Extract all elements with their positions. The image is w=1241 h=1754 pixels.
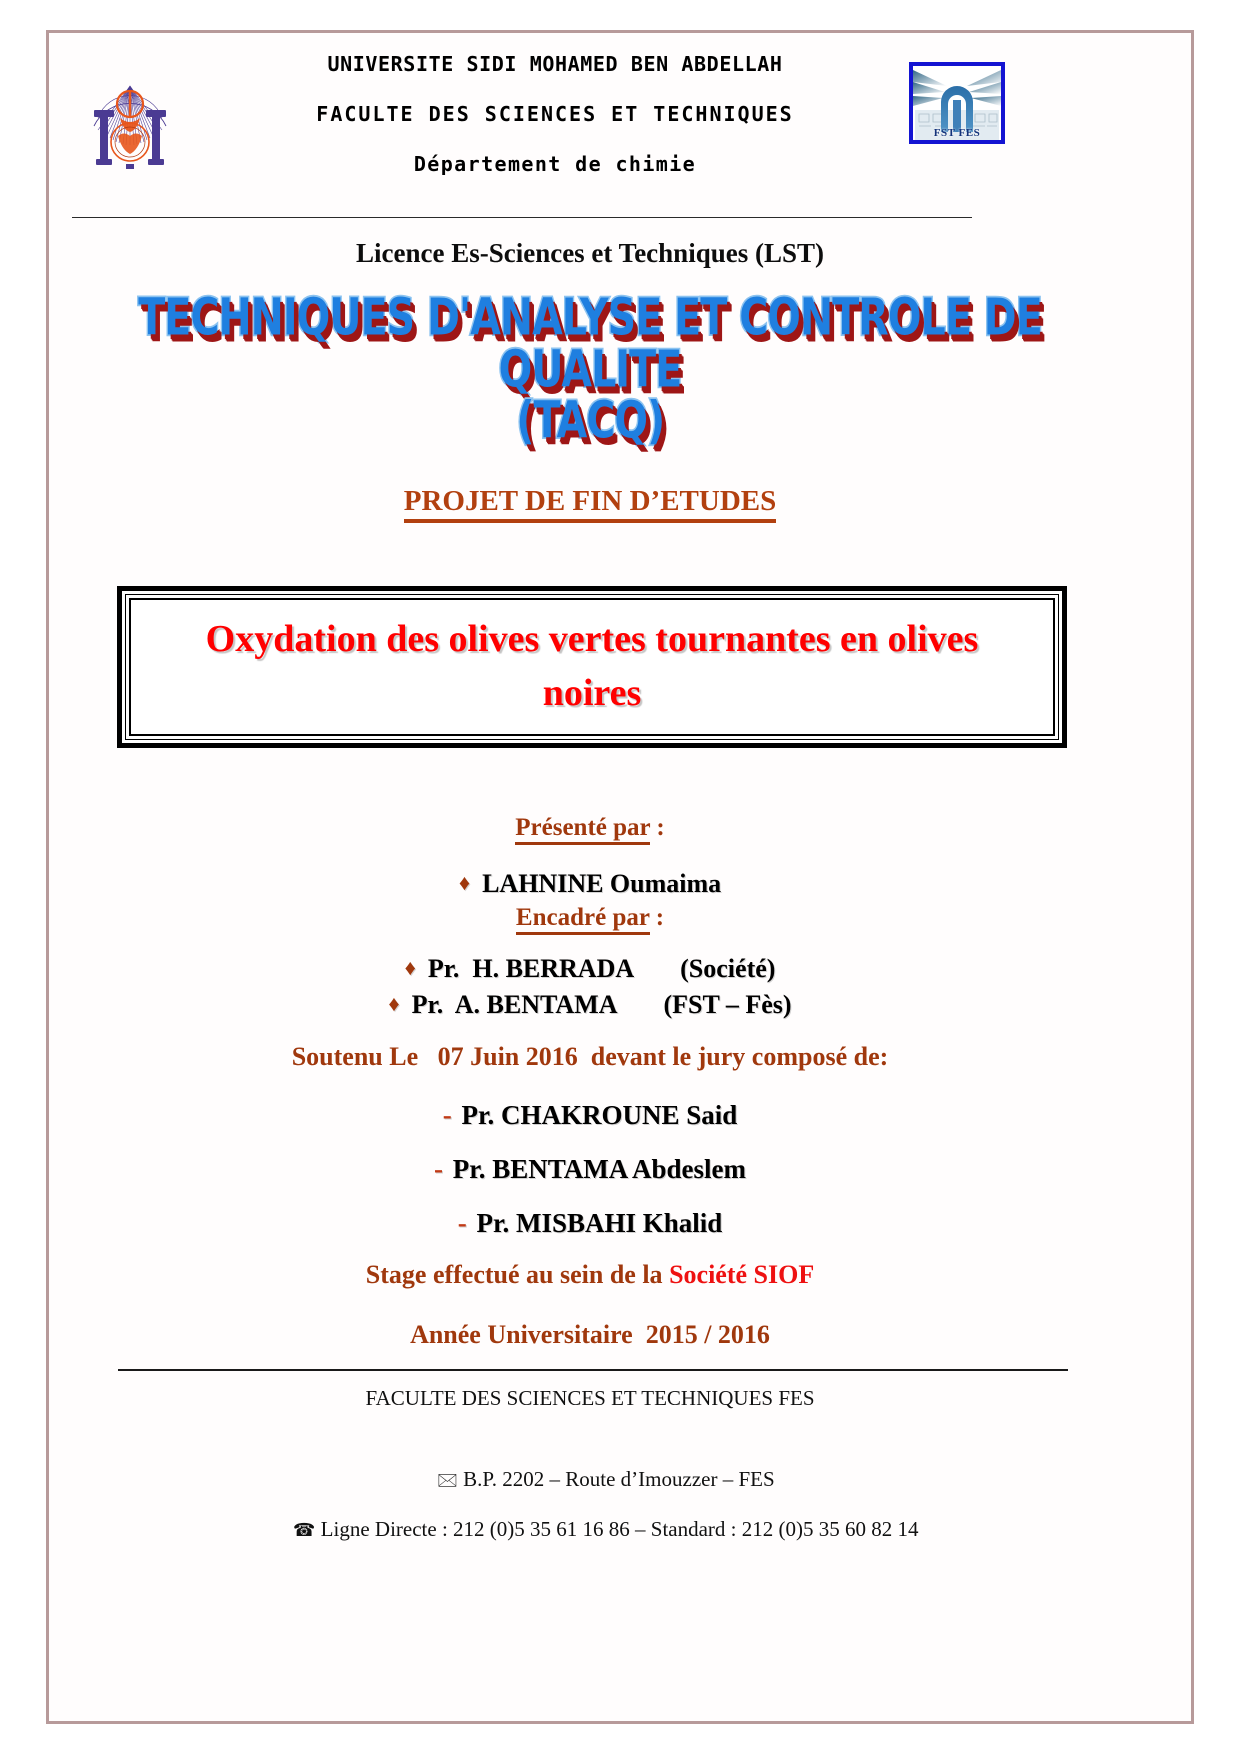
- presented-by-text: Présenté par: [515, 814, 650, 845]
- academic-year-text: Année Universitaire 2015 / 2016: [410, 1320, 770, 1349]
- page-content-area: [60, 42, 1180, 1712]
- supervisor-row: [60, 954, 1120, 984]
- academic-year-line: [60, 1320, 1120, 1350]
- thesis-title-box-middle-border: [125, 594, 1059, 740]
- department-name: Département de chimie: [413, 152, 697, 176]
- jury-member-name: Pr. MISBAHI Khalid: [476, 1208, 723, 1238]
- document-header: [60, 42, 1180, 222]
- footer-institution: FACULTE DES SCIENCES ET TECHNIQUES FES: [365, 1386, 815, 1410]
- defense-line: [60, 1042, 1120, 1072]
- jury-dash: -: [442, 1100, 452, 1130]
- fst-logo-label: FST FES: [933, 127, 981, 139]
- header-divider: [72, 217, 972, 218]
- supervised-by-text: Encadré par: [516, 904, 650, 935]
- supervisor-name: Pr. A. BENTAMA: [411, 990, 618, 1019]
- supervised-by-colon: :: [649, 904, 665, 931]
- program-wordart: [60, 288, 1120, 451]
- supervisor-affiliation: (Société): [680, 954, 776, 983]
- presented-by-label: [60, 814, 1120, 842]
- document-type-text: PROJET DE FIN D’ETUDES: [404, 485, 777, 523]
- diamond-bullet-icon: ♦: [458, 870, 471, 895]
- usmba-university-seal-icon: [82, 56, 178, 174]
- jury-member-name: Pr. CHAKROUNE Said: [461, 1100, 738, 1130]
- envelope-icon: 🖂: [436, 1470, 458, 1491]
- jury-dash: -: [457, 1208, 467, 1238]
- telephone-icon: ☎: [293, 1520, 316, 1541]
- defense-text: Soutenu Le 07 Juin 2016 devant le jury composé de:: [291, 1042, 889, 1071]
- thesis-title-box-inner-border: [129, 598, 1055, 736]
- footer-phone: Ligne Directe : 212 (0)5 35 61 16 86 – Standard : 212 (0)5 35 60 82 14: [315, 1517, 919, 1541]
- fst-fes-logo-icon: [909, 62, 1005, 144]
- jury-row: [60, 1208, 1120, 1239]
- program-wordart-line1: TECHNIQUES D'ANALYSE ET CONTROLE DE QUALITE: [138, 288, 1042, 400]
- supervised-by-label: [60, 904, 1120, 932]
- jury-member-name: Pr. BENTAMA Abdeslem: [452, 1154, 747, 1184]
- supervisor-row: [60, 990, 1120, 1020]
- internship-prefix: Stage effectué au sein de la: [365, 1260, 670, 1289]
- supervisor-name: Pr. H. BERRADA: [427, 954, 635, 983]
- footer-address: B.P. 2202 – Route d’Imouzzer – FES: [457, 1467, 775, 1491]
- footer-phone-row: [60, 1492, 1120, 1567]
- footer-divider: [118, 1369, 1068, 1371]
- thesis-title: Oxydation des olives vertes tournantes en olives noires: [205, 618, 979, 714]
- presented-by-colon: :: [650, 814, 665, 841]
- jury-row: [60, 1100, 1120, 1131]
- thesis-title-box: [117, 586, 1067, 748]
- student-row: [60, 869, 1120, 899]
- supervisor-affiliation: (FST – Fès): [663, 990, 792, 1019]
- document-type-heading: [60, 485, 1120, 518]
- degree-title: Licence Es-Sciences et Techniques (LST): [355, 238, 824, 268]
- university-name: UNIVERSITE SIDI MOHAMED BEN ABDELLAH: [327, 52, 783, 76]
- internship-company: Société SIOF: [669, 1260, 815, 1289]
- jury-dash: -: [433, 1154, 443, 1184]
- program-wordart-line2: (TACQ): [516, 391, 664, 451]
- jury-row: [60, 1154, 1120, 1185]
- diamond-bullet-icon: ♦: [404, 955, 416, 980]
- internship-line: [60, 1260, 1120, 1290]
- student-name: LAHNINE Oumaima: [482, 869, 722, 898]
- institution-titles: [210, 52, 900, 176]
- diamond-bullet-icon: ♦: [388, 991, 400, 1016]
- faculty-name: FACULTE DES SCIENCES ET TECHNIQUES: [316, 102, 794, 126]
